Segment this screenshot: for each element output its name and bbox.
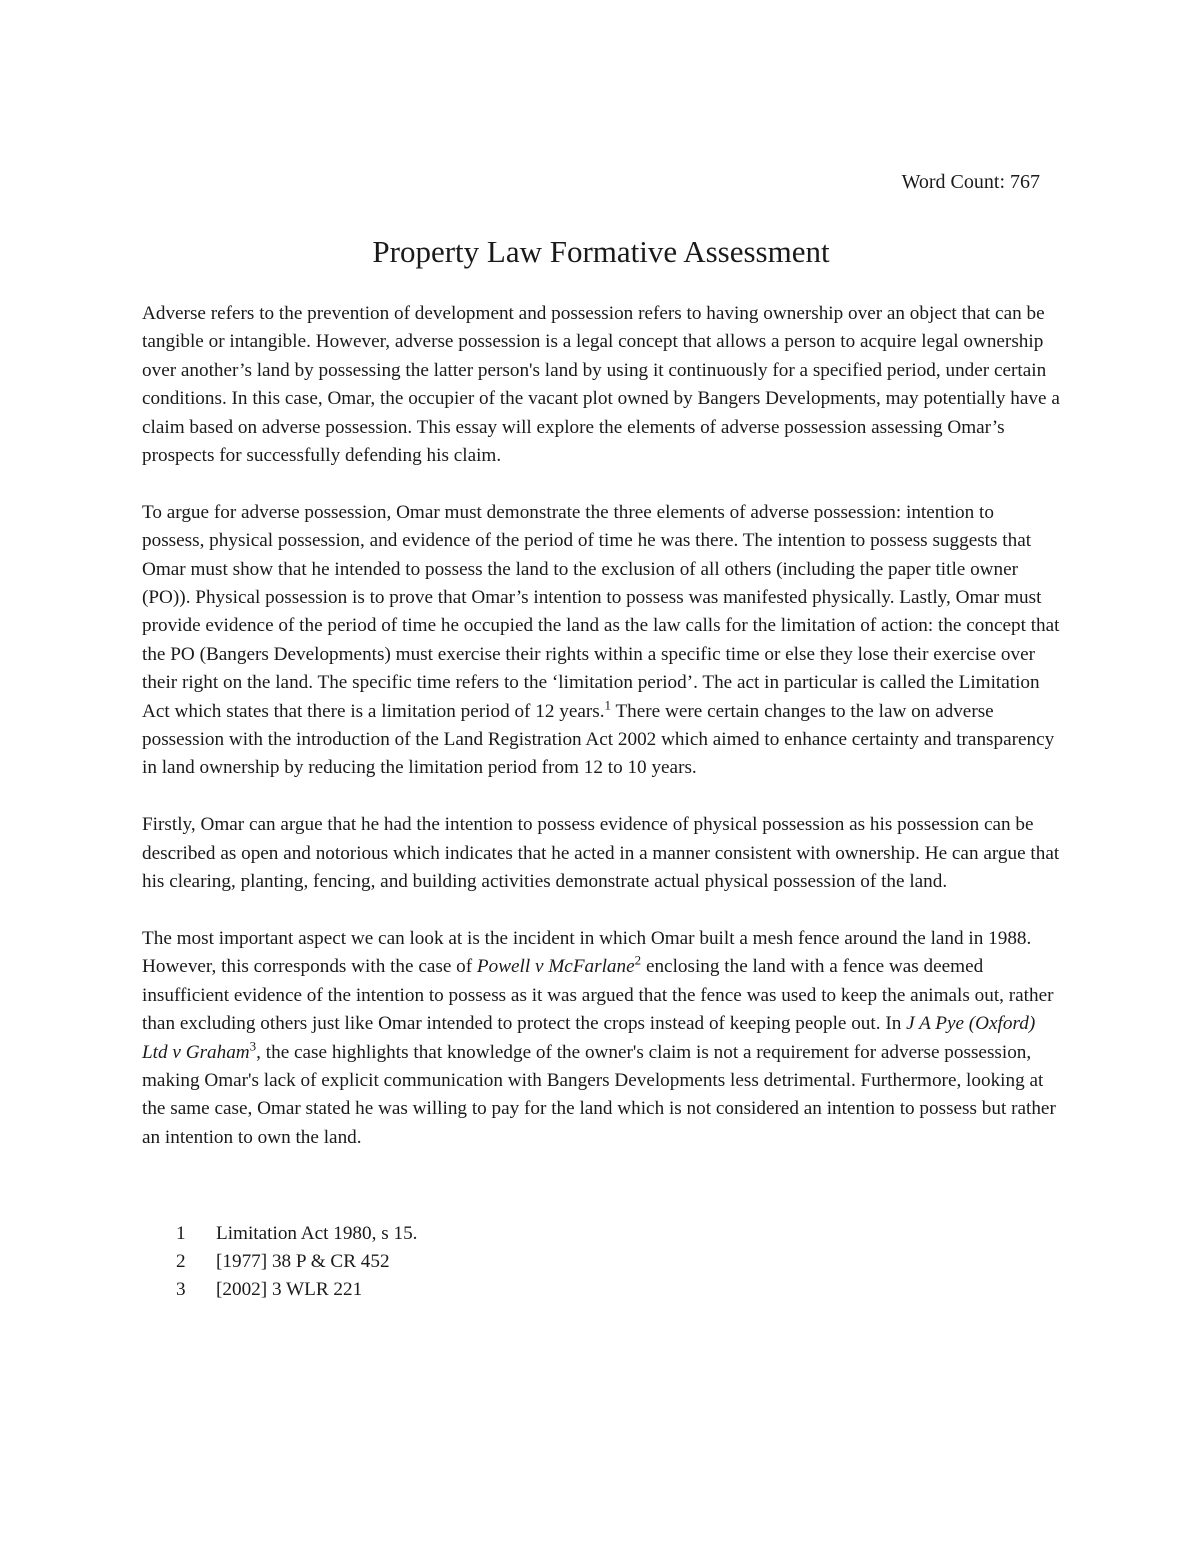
paragraph-text: , the case highlights that knowledge of the owner's claim is not a requirement for adverse possession, making Omar's lack of explicit communication with Bangers Developments less detrimental. Furthermore, looking at the same case, Omar stated he was willing to pay for the land which is not considered an intention to possess but rather an intention to own the land. xyxy=(142,1041,1056,1148)
footnote-ref-3: 3 xyxy=(249,1038,257,1054)
paragraph-text: To argue for adverse possession, Omar must demonstrate the three elements of adverse possession: intention to possess, physical possession, and evidence of the period of time he was there. The intention to possess suggests that Omar must show that he intended to possess the land to the exclusion of all others (including the paper title owner (PO)). Physical possession is to prove that Omar’s intention to possess was manifested physically. Lastly, Omar must provide evidence of the period of time he occupied the land as the law calls for the limitation of action: the concept that the PO (Bangers Developments) must exercise their rights within a specific time or else they lose their exercise over their right on the land. The specific time refers to the ‘limitation period’. The act in particular is called the Limitation Act which states that there is a limitation period of 12 years. xyxy=(142,501,1060,722)
paragraph-text: Firstly, Omar can argue that he had the intention to possess evidence of physical possession as his possession can be described as open and notorious which indicates that he acted in a manner consistent with ownership. He can argue that his clearing, planting, fencing, and building activities demonstrate actual physical possession of the land. xyxy=(142,814,1060,893)
footnotes-list xyxy=(176,1220,1060,1304)
case-name-powell: Powell v McFarlane xyxy=(476,956,635,978)
footnote-ref-1: 1 xyxy=(604,697,612,713)
paragraph-text: The most important aspect we can look at is the incident in which Omar built a mesh fence around the land in 1988. However, this corresponds with the case of xyxy=(142,927,1032,978)
word-count: Word Count: 767 xyxy=(901,171,1040,193)
document-page xyxy=(142,168,1060,1304)
paragraph-case-analysis xyxy=(142,925,1060,1152)
footnote-item xyxy=(176,1276,1060,1304)
footnote-number: 1 xyxy=(176,1223,186,1245)
paragraph-text: There were certain changes to the law on adverse possession with the introduction of the Land Registration Act 2002 which aimed to enhance certainty and transparency in land ownership by reducing the limitation period from 12 to 10 years. xyxy=(142,700,1055,779)
paragraph-physical-possession xyxy=(142,811,1060,896)
footnote-number: 2 xyxy=(176,1251,186,1273)
footnote-item xyxy=(176,1248,1060,1276)
case-name-pye: J A Pye (Oxford) Ltd v Graham xyxy=(142,1013,1036,1063)
footnote-text: [2002] 3 WLR 221 xyxy=(216,1279,363,1301)
paragraph-text: enclosing the land with a fence was deemed insufficient evidence of the intention to possess as it was argued that the fence was used to keep the animals out, rather than excluding others just like Omar intended to protect the crops instead of keeping people out. In xyxy=(142,956,1054,1035)
paragraph-text: Adverse refers to the prevention of development and possession refers to having ownership over an object that can be tangible or intangible. However, adverse possession is a legal concept that allows a person to acquire legal ownership over another’s land by possessing the latter person's land by using it continuously for a specified period, under certain conditions. In this case, Omar, the occupier of the vacant plot owned by Bangers Developments, may potentially have a claim based on adverse possession. This essay will explore the elements of adverse possession assessing Omar’s prospects for successfully defending his claim. xyxy=(142,303,1060,467)
paragraph-introduction xyxy=(142,300,1060,470)
footnote-number: 3 xyxy=(176,1279,186,1301)
footnote-text: [1977] 38 P & CR 452 xyxy=(216,1251,390,1273)
paragraph-elements xyxy=(142,499,1060,783)
footnote-ref-2: 2 xyxy=(634,952,642,968)
page-title: Property Law Formative Assessment xyxy=(372,234,830,269)
footnote-item xyxy=(176,1220,1060,1248)
footnote-text: Limitation Act 1980, s 15. xyxy=(216,1223,418,1245)
